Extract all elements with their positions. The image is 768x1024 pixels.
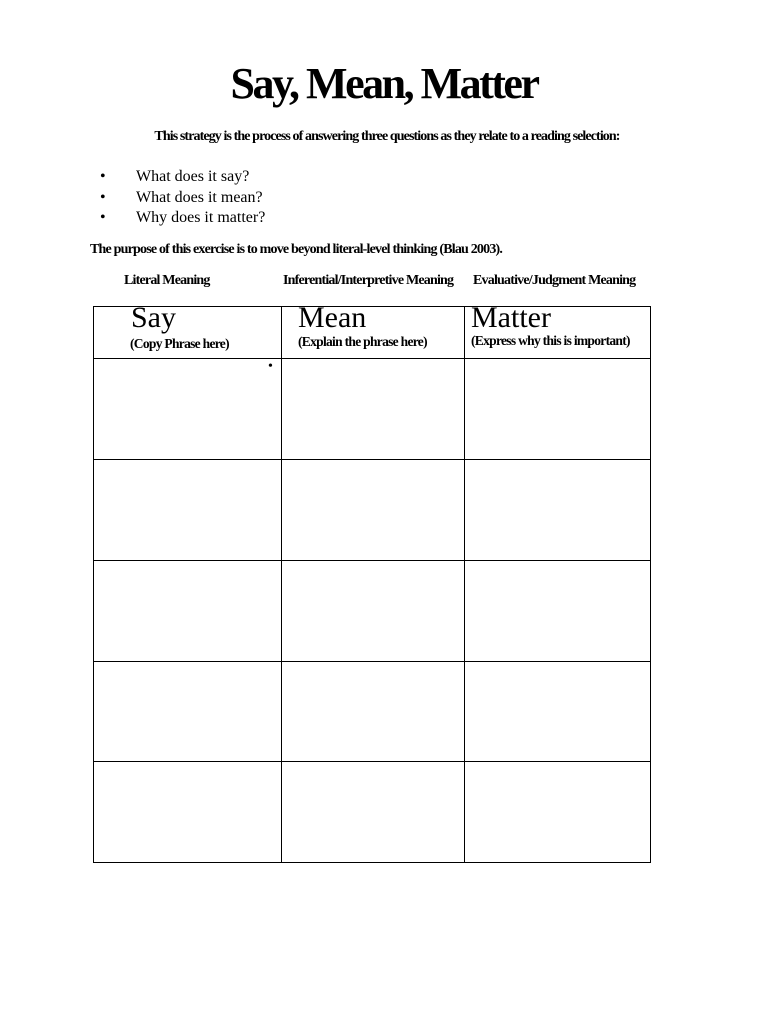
mean-cell[interactable] — [282, 460, 465, 561]
list-item — [100, 208, 265, 229]
question-text: What does it say? — [136, 168, 250, 185]
table-row — [94, 560, 651, 661]
table-row — [94, 460, 651, 561]
say-cell[interactable] — [94, 359, 282, 460]
matter-cell[interactable] — [465, 460, 651, 561]
bullet-icon: • — [100, 209, 106, 226]
column-label-literal: Literal Meaning — [124, 273, 210, 288]
page-title: Say, Mean, Matter — [230, 59, 538, 108]
column-label-inferential: Inferential/Interpretive Meaning — [283, 273, 454, 288]
question-list — [100, 167, 265, 229]
header-sub-mean: (Explain the phrase here) — [298, 334, 427, 349]
say-mean-matter-table — [93, 301, 651, 863]
matter-cell[interactable] — [465, 359, 651, 460]
matter-cell[interactable] — [465, 762, 651, 863]
header-word-say: Say — [131, 301, 176, 334]
header-cell-matter — [465, 301, 651, 359]
list-item — [100, 188, 265, 209]
intro-text: This strategy is the process of answering three questions as they relate to a reading selection: — [154, 129, 620, 144]
bullet-icon: • — [268, 359, 273, 375]
header-cell-mean — [282, 301, 465, 359]
table-row — [94, 762, 651, 863]
purpose-statement: The purpose of this exercise is to move beyond literal-level thinking (Blau 2003). — [90, 242, 503, 257]
question-text: What does it mean? — [136, 188, 263, 206]
question-text: Why does it matter? — [136, 209, 266, 226]
header-sub-say: (Copy Phrase here) — [130, 336, 229, 351]
list-item — [100, 167, 265, 188]
say-cell[interactable] — [94, 762, 282, 863]
matter-cell[interactable] — [465, 661, 651, 762]
column-label-evaluative: Evaluative/Judgment Meaning — [473, 273, 636, 288]
mean-cell[interactable] — [282, 661, 465, 762]
table-header-row — [94, 307, 651, 359]
say-cell[interactable] — [94, 460, 282, 561]
bullet-icon: • — [100, 188, 106, 206]
mean-cell[interactable] — [282, 762, 465, 863]
bullet-icon: • — [100, 168, 106, 185]
table-row — [94, 661, 651, 762]
mean-cell[interactable] — [282, 359, 465, 460]
say-cell[interactable] — [94, 661, 282, 762]
say-cell[interactable] — [94, 560, 282, 661]
header-word-matter: Matter — [471, 301, 551, 334]
header-sub-matter: (Express why this is important) — [471, 333, 630, 348]
mean-cell[interactable] — [282, 560, 465, 661]
header-word-mean: Mean — [298, 301, 367, 334]
matter-cell[interactable] — [465, 560, 651, 661]
table-row — [94, 359, 651, 460]
header-cell-say — [94, 301, 282, 359]
